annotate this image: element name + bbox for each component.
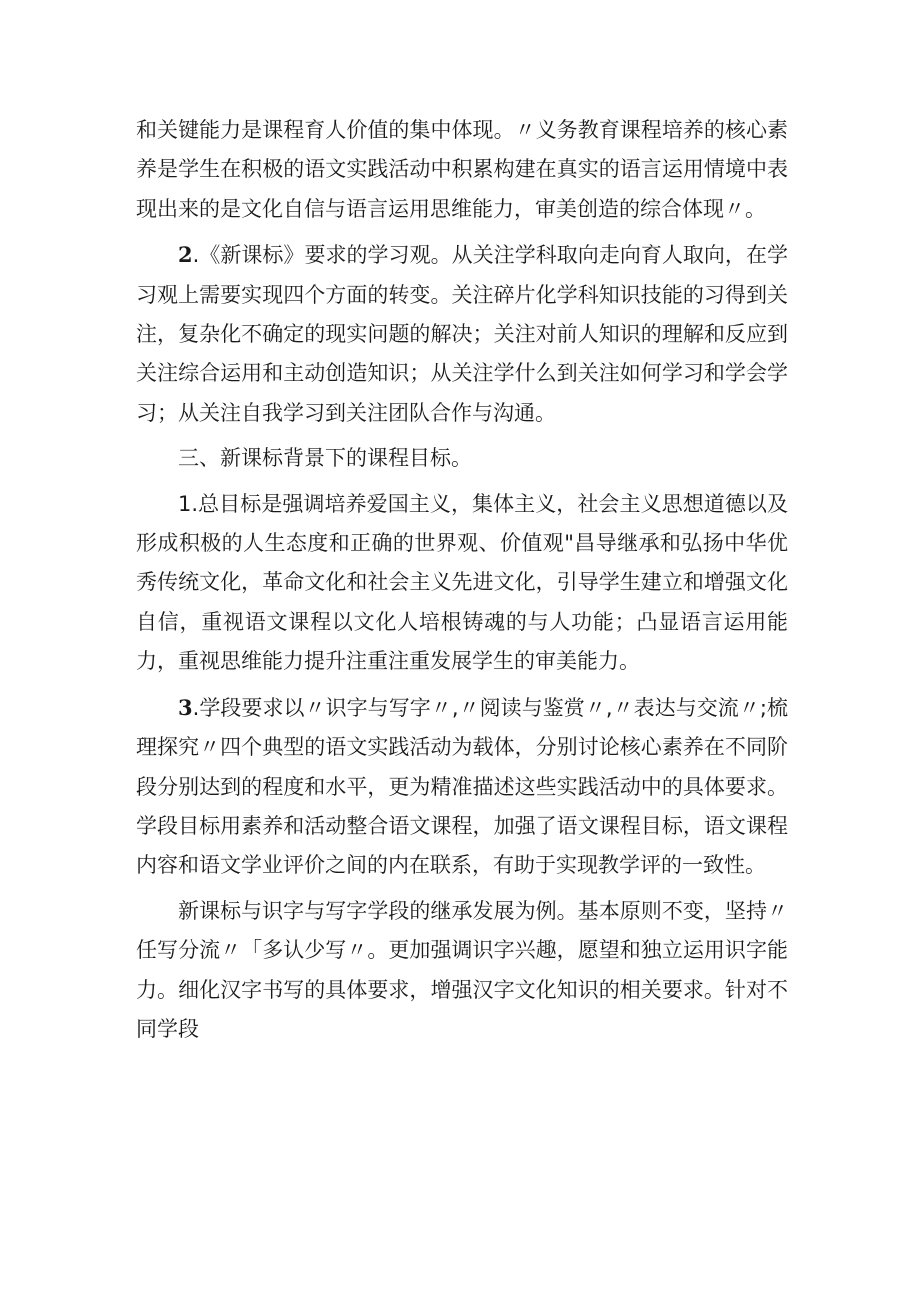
section-heading-text: 三、新课标背景下的课程目标。: [178, 446, 472, 471]
section-heading: [136, 439, 788, 478]
paragraph-4: [136, 485, 788, 682]
paragraph-5-text: .学段要求以〃识字与写字〃,〃阅读与鉴赏〃,〃表达与交流〃;梳理探究〃四个典型的语文实践活动为载体，分别讨论核心素养在不同阶段分别达到的程度和水平，更为精准描述这些实践活动中的具体要求。学段目标用素养和活动整合语文课程，加强了语文课程目标，语文课程内容和语文学业评价之间的内在联系，有助于实现教学评的一致性。: [136, 695, 788, 878]
paragraph-2-number: 2: [178, 242, 193, 268]
paragraph-4-text: 1.总目标是强调培养爱国主义，集体主义，社会主义思想道德以及形成积极的人生态度和正确的世界观、价值观"昌导继承和弘扬中华优秀传统文化，革命文化和社会主义先进文化，引导学生建立和增强文化自信，重视语文课程以文化人培根铸魂的与人功能；凸显语言运用能力，重视思维能力提升注重注重发展学生的审美能力。: [136, 491, 788, 674]
paragraph-5: [136, 688, 788, 886]
paragraph-1-text: 和关键能力是课程育人价值的集中体现。〃义务教育课程培养的核心素养是学生在积极的语文实践活动中积累构建在真实的语言运用情境中表现出来的是文化自信与语言运用思维能力，审美创造的综合体现〃。: [136, 118, 788, 221]
paragraph-2-text: .《新课标》要求的学习观。从关注学科取向走向育人取向，在学习观上需要实现四个方面的转变。关注碎片化学科知识技能的习得到关注，复杂化不确定的现实问题的解决；关注对前人知识的理解和反应到关注综合运用和主动创造知识；从关注学什么到关注如何学习和学会学习；从关注自我学习到关注团队合作与沟通。: [136, 243, 788, 425]
paragraph-5-number: 3: [178, 694, 193, 720]
paragraph-2: [136, 235, 788, 433]
paragraph-1: [136, 111, 788, 229]
document-body: [136, 111, 788, 1055]
paragraph-6: [136, 892, 788, 1050]
paragraph-6-text: 新课标与识字与写字学段的继承发展为例。基本原则不变，坚持〃任写分流〃「多认少写〃。更加强调识字兴趣，愿望和独立运用识字能力。细化汉字书写的具体要求，增强汉字文化知识的相关要求。针对不同学段: [136, 898, 788, 1041]
